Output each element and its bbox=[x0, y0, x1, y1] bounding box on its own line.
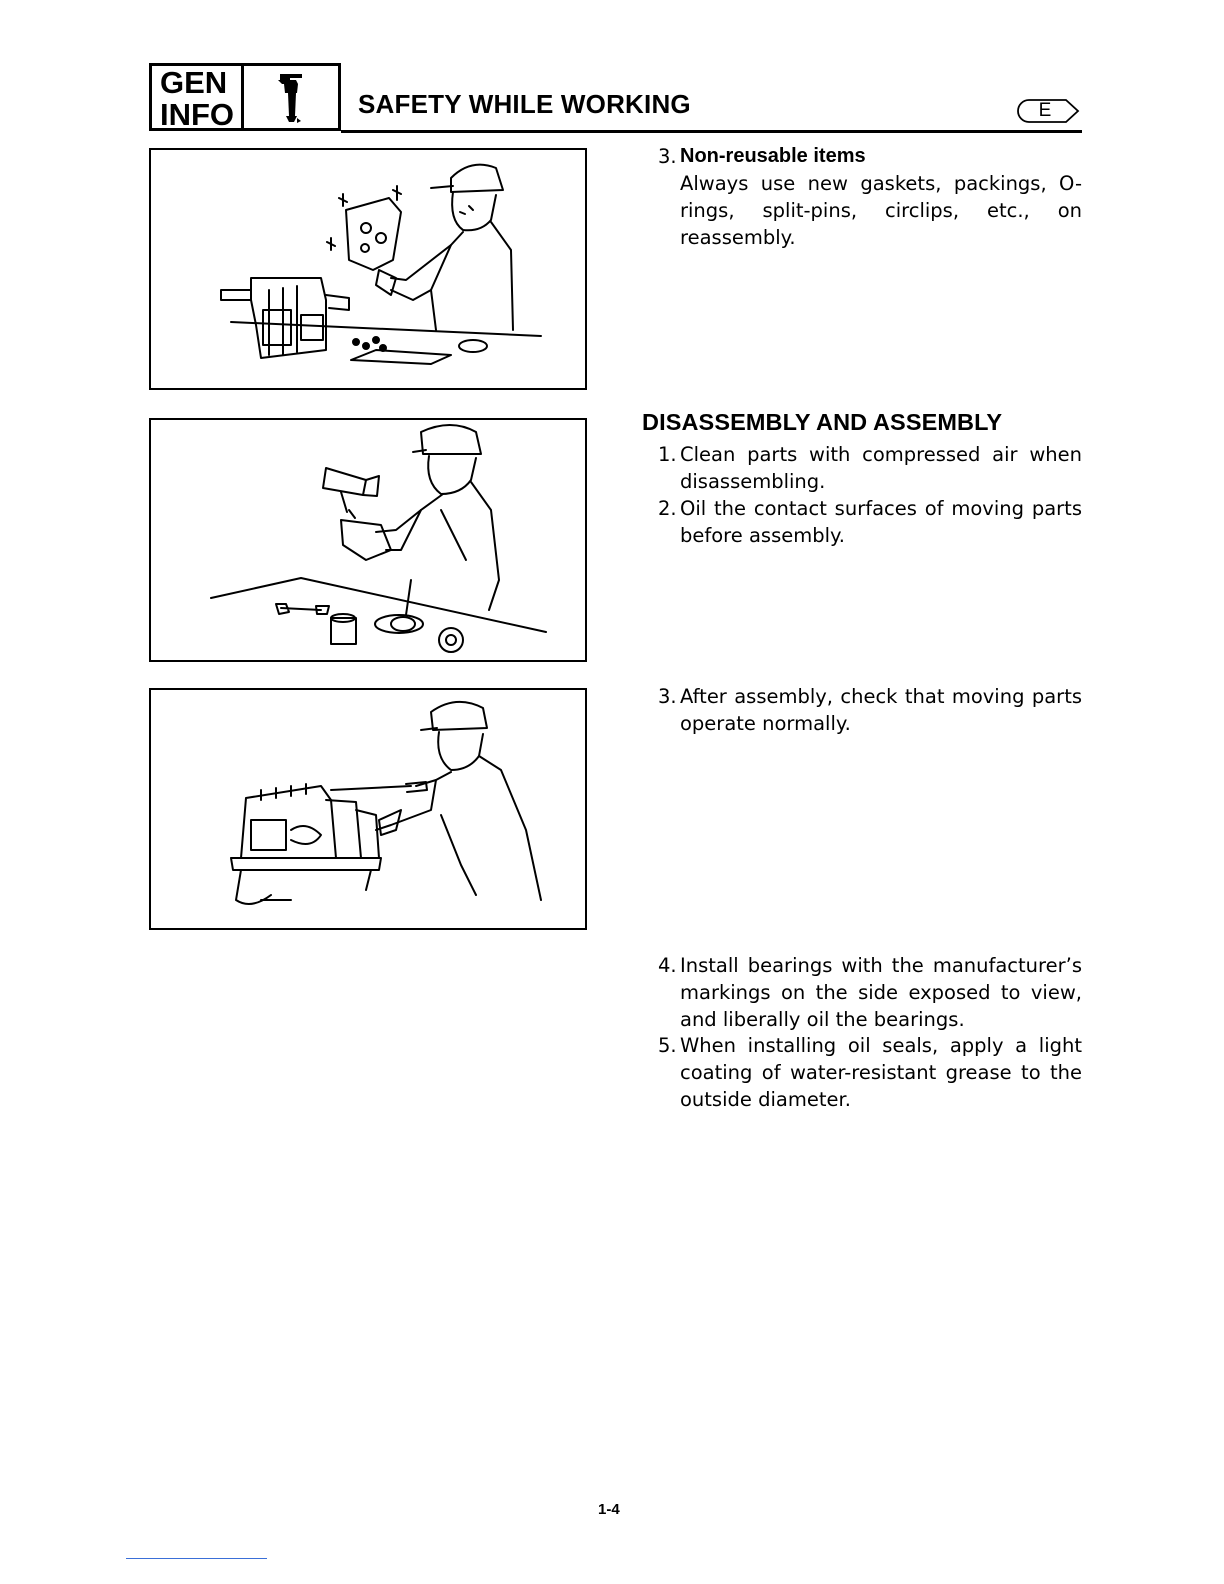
header-divider bbox=[341, 130, 1082, 133]
page-number: 1-4 bbox=[598, 1501, 620, 1518]
list-item bbox=[658, 495, 1082, 549]
nonreusable-number: 3. bbox=[658, 145, 677, 168]
section-tab-gen-info bbox=[149, 63, 244, 131]
nonreusable-title: Non-reusable items bbox=[680, 145, 866, 167]
list-item-text: Oil the contact surfaces of moving parts before assembly. bbox=[680, 497, 1082, 547]
list-item bbox=[658, 952, 1082, 1033]
section-tab-line1: GEN bbox=[160, 65, 228, 100]
nonreusable-content bbox=[680, 143, 1082, 251]
worker-oiling-parts-illustration bbox=[149, 418, 587, 662]
list-item-number: 4. bbox=[658, 954, 677, 977]
list-item bbox=[658, 683, 1082, 737]
outboard-motor-icon bbox=[244, 66, 338, 128]
section-icon-box bbox=[241, 63, 341, 131]
list-item-text: After assembly, check that moving parts operate normally. bbox=[680, 685, 1082, 735]
worker-assembling-motor-illustration bbox=[149, 688, 587, 930]
list-item-text: Install bearings with the manufacturer’s markings on the side exposed to view, and liberally oil the bearings. bbox=[680, 954, 1082, 1031]
list-item-number: 2. bbox=[658, 497, 677, 520]
section-heading-disassembly: DISASSEMBLY AND ASSEMBLY bbox=[642, 409, 1003, 435]
language-badge bbox=[1016, 98, 1080, 124]
footer-divider bbox=[126, 1558, 267, 1559]
list-item-text: Clean parts with compressed air when disassembling. bbox=[680, 443, 1082, 493]
list-item bbox=[658, 441, 1082, 495]
worker-holding-gasket-illustration bbox=[149, 148, 587, 390]
list-item-text: When installing oil seals, apply a light coating of water-resistant grease to the outside diameter. bbox=[680, 1034, 1082, 1111]
list-item-number: 5. bbox=[658, 1034, 677, 1057]
list-item-number: 1. bbox=[658, 443, 677, 466]
section-tab-line2: INFO bbox=[160, 97, 235, 132]
nonreusable-item bbox=[658, 143, 1082, 251]
list-item-number: 3. bbox=[658, 685, 677, 708]
list-item bbox=[658, 1032, 1082, 1113]
nonreusable-body: Always use new gaskets, packings, O-rings, split-pins, circlips, etc., on reassembly. bbox=[680, 172, 1082, 249]
language-code: E bbox=[1038, 100, 1052, 121]
page-title: SAFETY WHILE WORKING bbox=[358, 89, 691, 119]
